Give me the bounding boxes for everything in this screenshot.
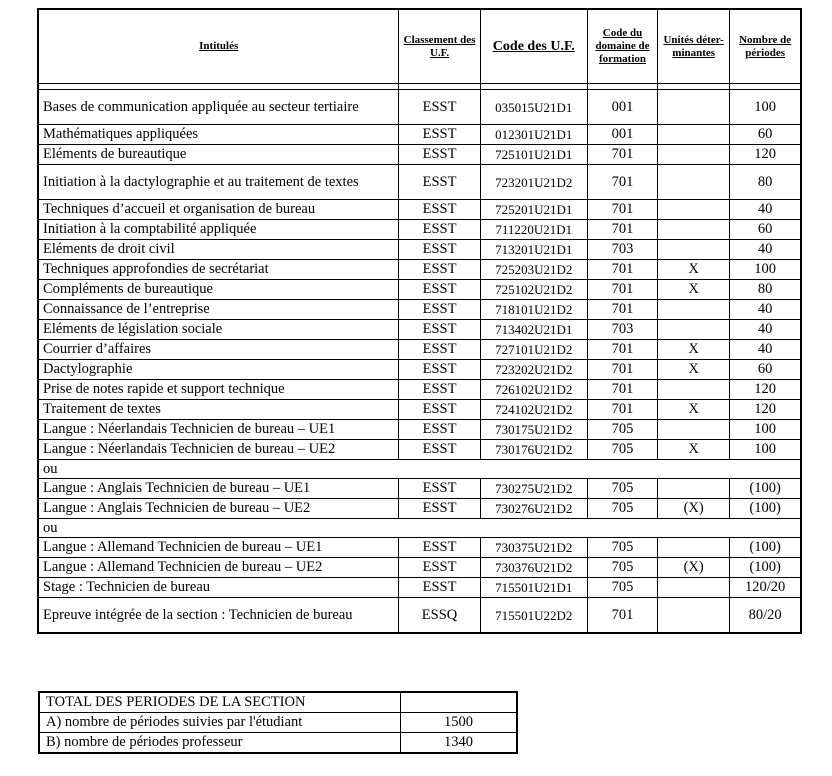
row-name: Langue : Néerlandais Technicien de bureau – UE2 [38,440,399,460]
row-periodes: 40 [730,320,801,340]
table-row [38,200,801,220]
row-determinante: X [658,400,730,420]
row-name: Traitement de textes [38,400,399,420]
row-determinante [658,578,730,598]
table-row [38,380,801,400]
row-domaine: 701 [587,598,657,634]
row-determinante [658,479,730,499]
row-determinante: X [658,280,730,300]
row-determinante: X [658,260,730,280]
row-classement: ESST [399,240,480,260]
row-classement: ESST [399,380,480,400]
row-domaine: 701 [587,380,657,400]
row-domaine: 001 [587,90,657,125]
totals-title: TOTAL DES PERIODES DE LA SECTION [39,692,401,713]
row-periodes: (100) [730,479,801,499]
row-determinante [658,320,730,340]
row-code: 711220U21D1 [480,220,587,240]
row-classement: ESST [399,558,480,578]
row-name: Compléments de bureautique [38,280,399,300]
row-classement: ESST [399,440,480,460]
row-code: 726102U21D2 [480,380,587,400]
totals-row-a [39,713,517,733]
row-domaine: 705 [587,499,657,519]
row-name: Mathématiques appliquées [38,125,399,145]
table-body [38,90,801,634]
row-classement: ESST [399,300,480,320]
row-domaine: 701 [587,165,657,200]
table-row [38,400,801,420]
totals-b-label: B) nombre de périodes professeur [39,733,401,754]
row-name: Langue : Allemand Technicien de bureau – UE2 [38,558,399,578]
row-periodes: 40 [730,340,801,360]
row-periodes: 60 [730,220,801,240]
row-name: Eléments de droit civil [38,240,399,260]
row-name: Techniques d’accueil et organisation de bureau [38,200,399,220]
row-code: 727101U21D2 [480,340,587,360]
table-row [38,125,801,145]
row-periodes: (100) [730,538,801,558]
row-code: 723202U21D2 [480,360,587,380]
table-row [38,165,801,200]
row-classement: ESST [399,200,480,220]
row-domaine: 703 [587,320,657,340]
row-code: 730276U21D2 [480,499,587,519]
row-name: Langue : Néerlandais Technicien de bureau – UE1 [38,420,399,440]
row-code: 012301U21D1 [480,125,587,145]
row-classement: ESST [399,578,480,598]
row-code: 730176U21D2 [480,440,587,460]
row-code: 730275U21D2 [480,479,587,499]
row-determinante [658,300,730,320]
table-row [38,220,801,240]
row-periodes: 60 [730,125,801,145]
row-name: Eléments de bureautique [38,145,399,165]
row-domaine: 701 [587,360,657,380]
row-periodes: (100) [730,499,801,519]
row-classement: ESST [399,260,480,280]
header-intitules: Intitulés [38,9,399,84]
header-code-domaine: Code du domaine de formation [587,9,657,84]
row-code: 730175U21D2 [480,420,587,440]
header-row [38,9,801,84]
totals-table [38,691,518,754]
row-domaine: 701 [587,340,657,360]
row-code: 725101U21D1 [480,145,587,165]
row-name: Courrier d’affaires [38,340,399,360]
row-code: 730376U21D2 [480,558,587,578]
totals-title-row [39,692,517,713]
row-domaine: 705 [587,578,657,598]
totals-a-value: 1500 [401,713,518,733]
row-classement: ESSQ [399,598,480,634]
row-domaine: 705 [587,538,657,558]
row-determinante [658,220,730,240]
table-row [38,558,801,578]
row-code: 723201U21D2 [480,165,587,200]
row-code: 725102U21D2 [480,280,587,300]
header-nombre: Nombre de périodes [730,9,801,84]
ou-label: ou [38,460,801,479]
row-periodes: 60 [730,360,801,380]
table-row [38,145,801,165]
header-unites: Unités déter-minantes [658,9,730,84]
totals-title-value [401,692,518,713]
row-periodes: 100 [730,260,801,280]
row-determinante: (X) [658,558,730,578]
row-name: Langue : Anglais Technicien de bureau – UE1 [38,479,399,499]
row-name: Prise de notes rapide et support technique [38,380,399,400]
row-name: Connaissance de l’entreprise [38,300,399,320]
ou-row [38,519,801,538]
row-name: Langue : Anglais Technicien de bureau – UE2 [38,499,399,519]
row-determinante: X [658,440,730,460]
row-periodes: 120/20 [730,578,801,598]
row-classement: ESST [399,220,480,240]
row-name: Stage : Technicien de bureau [38,578,399,598]
table-row [38,300,801,320]
row-classement: ESST [399,499,480,519]
row-periodes: 80 [730,280,801,300]
row-classement: ESST [399,125,480,145]
row-classement: ESST [399,420,480,440]
row-periodes: 100 [730,90,801,125]
row-determinante [658,240,730,260]
row-domaine: 703 [587,240,657,260]
row-periodes: 100 [730,420,801,440]
row-classement: ESST [399,320,480,340]
row-periodes: 120 [730,145,801,165]
row-name: Initiation à la dactylographie et au traitement de textes [38,165,399,200]
row-domaine: 705 [587,420,657,440]
row-domaine: 701 [587,300,657,320]
row-determinante [658,538,730,558]
row-domaine: 705 [587,558,657,578]
row-code: 035015U21D1 [480,90,587,125]
row-determinante [658,165,730,200]
row-name: Eléments de législation sociale [38,320,399,340]
row-determinante: X [658,360,730,380]
table-row [38,499,801,519]
row-code: 713201U21D1 [480,240,587,260]
row-determinante [658,420,730,440]
totals-a-label: A) nombre de périodes suivies par l'étudiant [39,713,401,733]
row-domaine: 701 [587,220,657,240]
row-periodes: 80/20 [730,598,801,634]
row-domaine: 701 [587,145,657,165]
row-name: Epreuve intégrée de la section : Technicien de bureau [38,598,399,634]
table-row [38,538,801,558]
row-name: Initiation à la comptabilité appliquée [38,220,399,240]
row-determinante [658,200,730,220]
row-determinante [658,145,730,165]
row-domaine: 701 [587,260,657,280]
table-row [38,280,801,300]
ou-label: ou [38,519,801,538]
ou-row [38,460,801,479]
row-domaine: 701 [587,400,657,420]
table-row [38,90,801,125]
table-row [38,440,801,460]
totals-row-b [39,733,517,754]
table-row [38,240,801,260]
row-code: 730375U21D2 [480,538,587,558]
row-classement: ESST [399,538,480,558]
row-code: 724102U21D2 [480,400,587,420]
row-determinante: (X) [658,499,730,519]
row-determinante [658,125,730,145]
header-code-uf: Code des U.F. [480,9,587,84]
table-row [38,420,801,440]
row-periodes: 40 [730,200,801,220]
row-periodes: 120 [730,400,801,420]
row-code: 718101U21D2 [480,300,587,320]
table-row [38,479,801,499]
header-classement: Classement des U.F. [399,9,480,84]
row-periodes: 40 [730,240,801,260]
row-code: 715501U22D2 [480,598,587,634]
courses-table [37,8,802,634]
row-classement: ESST [399,360,480,380]
table-row [38,340,801,360]
row-domaine: 701 [587,200,657,220]
row-determinante: X [658,340,730,360]
row-classement: ESST [399,90,480,125]
row-code: 713402U21D1 [480,320,587,340]
row-determinante [658,90,730,125]
row-code: 725203U21D2 [480,260,587,280]
row-periodes: 80 [730,165,801,200]
row-determinante [658,598,730,634]
totals-b-value: 1340 [401,733,518,754]
row-periodes: 40 [730,300,801,320]
row-classement: ESST [399,479,480,499]
row-classement: ESST [399,400,480,420]
row-code: 725201U21D1 [480,200,587,220]
row-determinante [658,380,730,400]
row-code: 715501U21D1 [480,578,587,598]
row-classement: ESST [399,280,480,300]
row-classement: ESST [399,145,480,165]
row-classement: ESST [399,165,480,200]
row-periodes: 120 [730,380,801,400]
row-name: Dactylographie [38,360,399,380]
row-periodes: (100) [730,558,801,578]
row-classement: ESST [399,340,480,360]
table-row [38,598,801,634]
row-domaine: 001 [587,125,657,145]
table-row [38,578,801,598]
row-domaine: 705 [587,479,657,499]
row-name: Langue : Allemand Technicien de bureau – UE1 [38,538,399,558]
row-domaine: 701 [587,280,657,300]
row-name: Techniques approfondies de secrétariat [38,260,399,280]
row-periodes: 100 [730,440,801,460]
row-domaine: 705 [587,440,657,460]
row-name: Bases de communication appliquée au secteur tertiaire [38,90,399,125]
table-row [38,320,801,340]
table-row [38,260,801,280]
table-row [38,360,801,380]
